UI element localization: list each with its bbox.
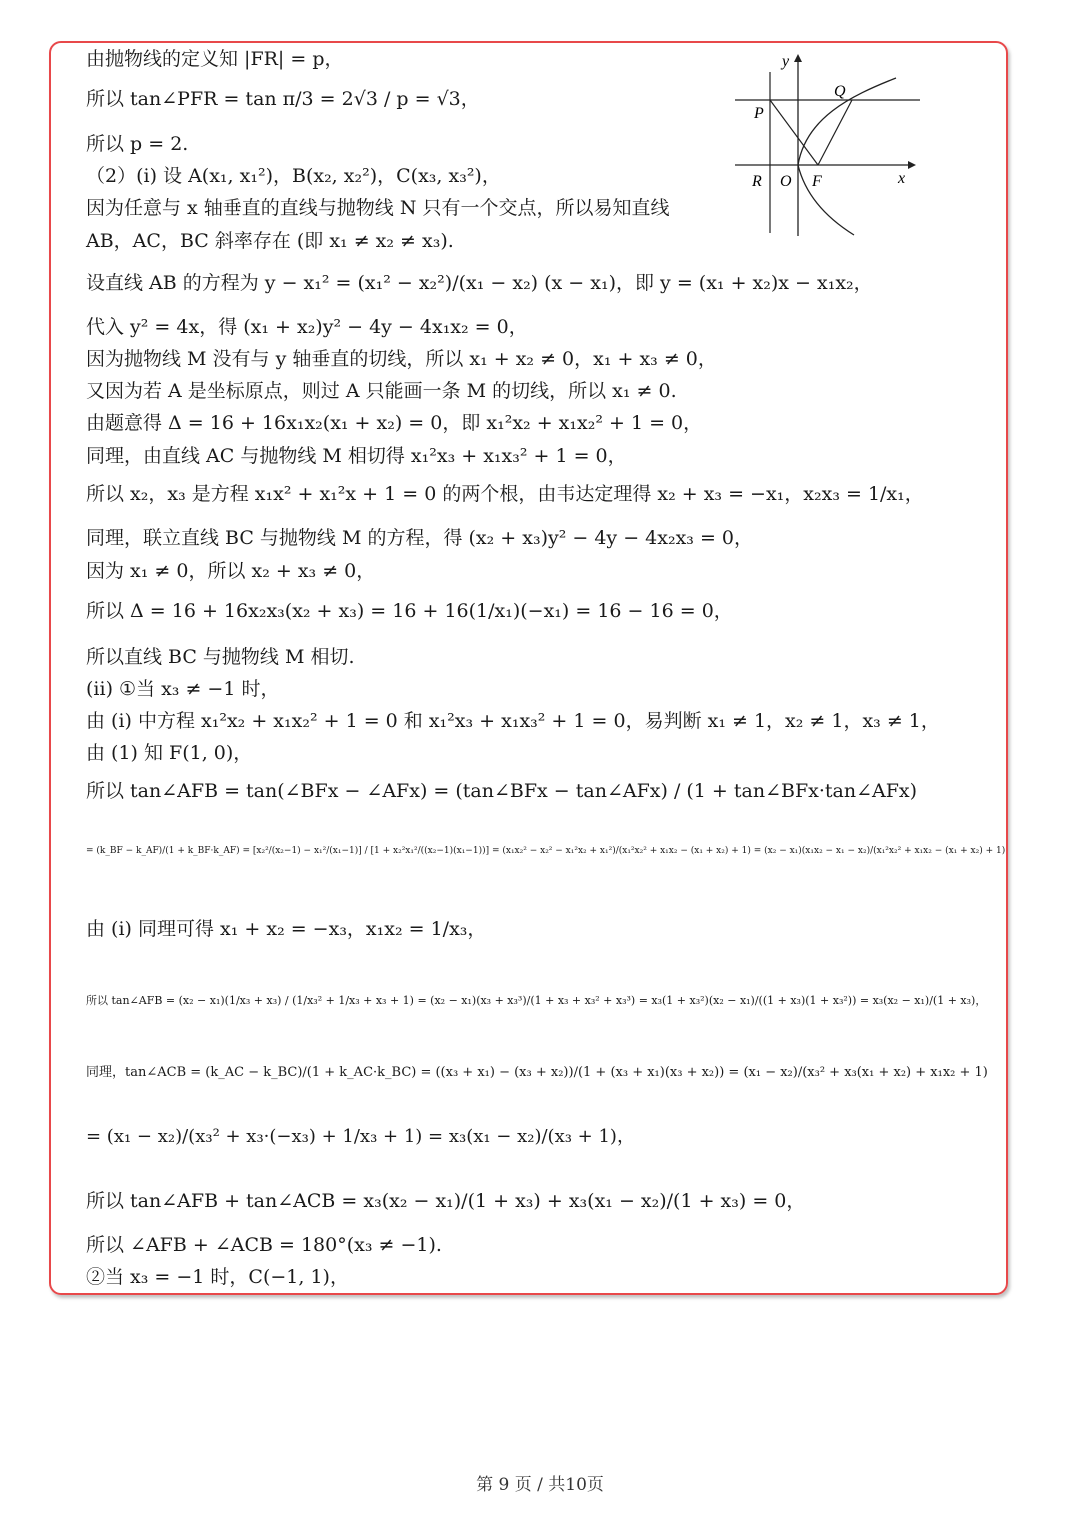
text-line: （2）(i) 设 A(x₁, x₁²)，B(x₂, x₂²)，C(x₃, x₃²)，: [86, 165, 501, 187]
text-line: 由抛物线的定义知 |FR| = p，: [86, 48, 344, 70]
text-line: 设直线 AB 的方程为 y − x₁² = (x₁² − x₂²)/(x₁ − x₂) (x − x₁)，即 y = (x₁ + x₂)x − x₁x₂，: [86, 272, 873, 294]
text-line: 由 (i) 中方程 x₁²x₂ + x₁x₂² + 1 = 0 和 x₁²x₃ + x₁x₃² + 1 = 0，易判断 x₁ ≠ 1，x₂ ≠ 1，x₃ ≠ 1，: [86, 710, 940, 732]
segment-fq: [818, 100, 852, 165]
text-line: 所以 ∠AFB + ∠ACB = 180°(x₃ ≠ −1).: [86, 1234, 442, 1256]
text-line: 所以 Δ = 16 + 16x₂x₃(x₂ + x₃) = 16 + 16(1/x₁)(−x₁) = 16 − 16 = 0，: [86, 600, 733, 622]
text-line: = (x₁ − x₂)/(x₃² + x₃·(−x₃) + 1/x₃ + 1) = x₃(x₁ − x₂)/(x₃ + 1)，: [86, 1126, 635, 1147]
text-line: 由 (1) 知 F(1, 0)，: [86, 742, 253, 764]
text-line: 所以 x₂，x₃ 是方程 x₁x² + x₁²x + 1 = 0 的两个根，由韦达定理得 x₂ + x₃ = −x₁，x₂x₃ = 1/x₁，: [86, 483, 924, 505]
text-line: 又因为若 A 是坐标原点，则过 A 只能画一条 M 的切线，所以 x₁ ≠ 0.: [86, 380, 677, 402]
label-o: O: [780, 173, 792, 190]
text-line: 同理，联立直线 BC 与抛物线 M 的方程，得 (x₂ + x₃)y² − 4y − 4x₂x₃ = 0，: [86, 527, 754, 549]
text-line: 所以 tan∠AFB + tan∠ACB = x₃(x₂ − x₁)/(1 + x₃) + x₃(x₁ − x₂)/(1 + x₃) = 0，: [86, 1190, 806, 1212]
text-line: AB，AC，BC 斜率存在 (即 x₁ ≠ x₂ ≠ x₃).: [86, 230, 454, 252]
text-line: 因为任意与 x 轴垂直的直线与抛物线 N 只有一个交点，所以易知直线: [86, 197, 670, 219]
text-line: 因为 x₁ ≠ 0，所以 x₂ + x₃ ≠ 0，: [86, 560, 376, 582]
text-line: = (k_BF − k_AF)/(1 + k_BF·k_AF) = [x₂²/(x₂−1) − x₁²/(x₁−1)] / [1 + x₂²x₁²/((x₂−1)(x₁−1))] = (x₁x₂² − x₂² − x₁²x₂ + x₁²)/(x₁²x₂² + x₁x₂ − (x₁ + x₂) + 1) = (x₂ − x₁)(x₁x₂ − x₁ − x₂)/(x₁²x₂² + x₁x₂ − (x₁ + x₂) + 1): [86, 846, 1006, 856]
label-q: Q: [834, 83, 846, 100]
text-line: 同理，tan∠ACB = (k_AC − k_BC)/(1 + k_AC·k_BC) = ((x₃ + x₁) − (x₃ + x₂))/(1 + (x₃ + x₁)(x₃ + x₂)) = (x₁ − x₂)/(x₃² + x₃(x₁ + x₂) + x₁x₂ + 1): [86, 1065, 988, 1080]
text-line: 所以 tan∠PFR = tan π/3 = 2√3 / p = √3，: [86, 88, 480, 110]
text-line: 由题意得 Δ = 16 + 16x₁x₂(x₁ + x₂) = 0，即 x₁²x₂ + x₁x₂² + 1 = 0，: [86, 412, 703, 434]
label-y: y: [782, 53, 790, 70]
text-line: 因为抛物线 M 没有与 y 轴垂直的切线，所以 x₁ + x₂ ≠ 0，x₁ + x₃ ≠ 0，: [86, 348, 717, 370]
text-line: 所以 tan∠AFB = tan(∠BFx − ∠AFx) = (tan∠BFx − tan∠AFx) / (1 + tan∠BFx·tan∠AFx): [86, 780, 918, 802]
label-p: P: [754, 105, 764, 122]
text-line: (ii) ①当 x₃ ≠ −1 时，: [86, 678, 280, 700]
text-line: 同理，由直线 AC 与抛物线 M 相切得 x₁²x₃ + x₁x₃² + 1 = 0，: [86, 445, 627, 467]
text-line: 所以 p = 2.: [86, 133, 189, 155]
text-line: 所以直线 BC 与抛物线 M 相切.: [86, 646, 355, 668]
text-line: ②当 x₃ = −1 时，C(−1, 1)，: [86, 1266, 349, 1288]
text-line: 所以 tan∠AFB = (x₂ − x₁)(1/x₃ + x₃) / (1/x₃² + 1/x₃ + x₃ + 1) = (x₂ − x₁)(x₃ + x₃³)/(1 + x₃ + x₃² + x₃³) = x₃(1 + x₃²)(x₂ − x₁)/((1 + x₃)(1 + x₃²)) = x₃(x₂ − x₁)/(1 + x₃)，: [86, 994, 987, 1007]
label-r: R: [752, 173, 762, 190]
text-line: 代入 y² = 4x，得 (x₁ + x₂)y² − 4y − 4x₁x₂ = 0，: [86, 316, 528, 338]
text-line: 由 (i) 同理可得 x₁ + x₂ = −x₃，x₁x₂ = 1/x₃，: [86, 918, 487, 940]
x-axis-arrow: [908, 161, 916, 169]
label-f: F: [812, 173, 822, 190]
label-x: x: [898, 170, 906, 187]
parabola: [798, 78, 896, 235]
y-axis-arrow: [794, 54, 802, 62]
parabola-figure: [730, 48, 920, 238]
page-footer: 第 9 页 / 共10页: [476, 1475, 604, 1495]
